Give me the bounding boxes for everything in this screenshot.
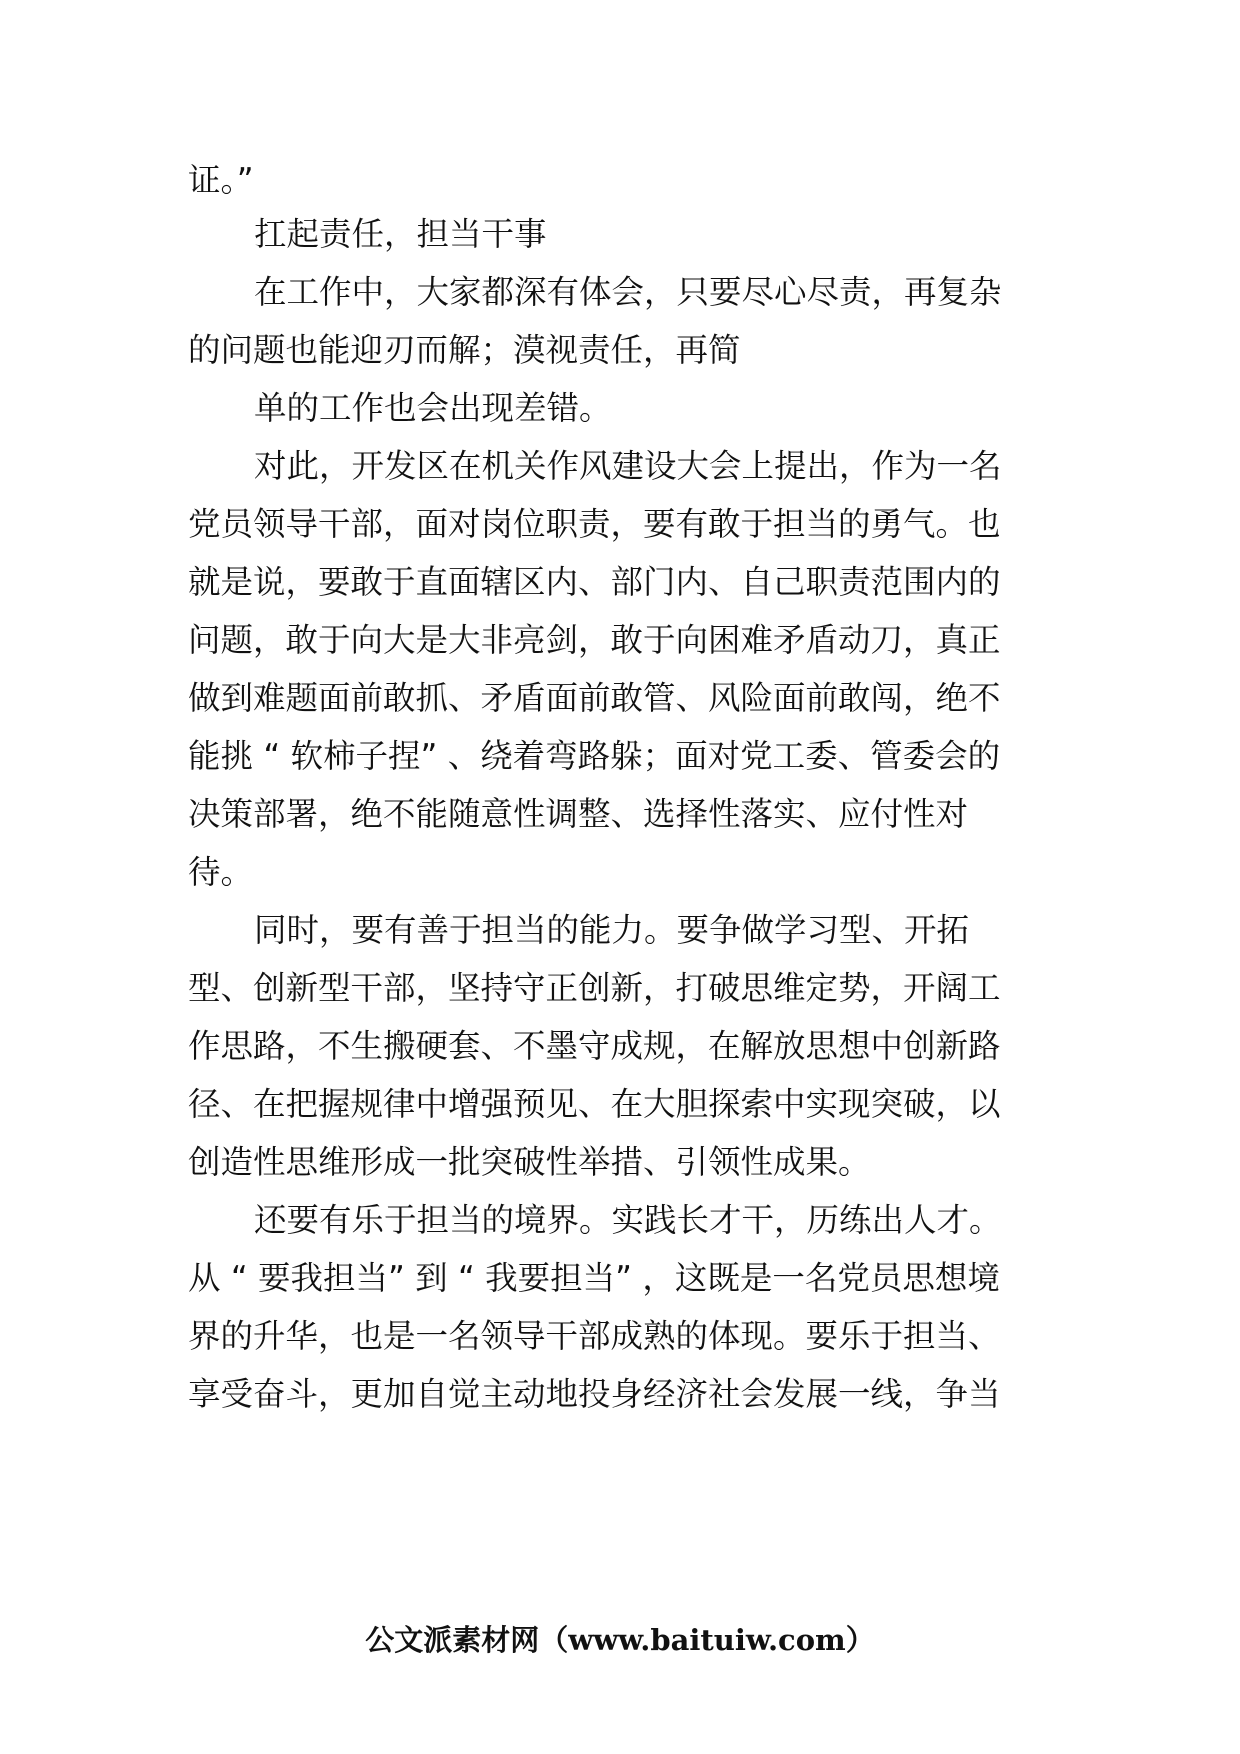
- text-line: 界的升华，也是一名领导干部成熟的体现。要乐于担当、: [188, 1317, 1001, 1355]
- text-line: 还要有乐于担当的境界。实践长才干，历练出人才。: [254, 1201, 1002, 1239]
- text-line: 对此，开发区在机关作风建设大会上提出，作为一名: [254, 447, 1002, 485]
- text-line: 做到难题面前敢抓、矛盾面前敢管、风险面前敢闯，绝不: [188, 679, 1001, 717]
- text-line: 型、创新型干部，坚持守正创新，打破思维定势，开阔工: [188, 969, 1001, 1007]
- text-line: 创造性思维形成一批突破性举措、引领性成果。: [188, 1143, 871, 1181]
- text-line: 单的工作也会出现差错。: [254, 389, 612, 427]
- text-line: 能挑 “ 软柿子捏” 、绕着弯路躲；面对党工委、管委会的: [188, 737, 1001, 775]
- text-line: 党员领导干部，面对岗位职责，要有敢于担当的勇气。也: [188, 505, 1001, 543]
- text-line: 就是说，要敢于直面辖区内、部门内、自己职责范围内的: [188, 563, 1001, 601]
- text-line: 决策部署，绝不能随意性调整、选择性落实、应付性对: [188, 795, 969, 833]
- text-line: 的问题也能迎刃而解；漠视责任，再简: [188, 331, 741, 369]
- text-line: 作思路，不生搬硬套、不墨守成规，在解放思想中创新路: [188, 1027, 1001, 1065]
- footer-watermark: 公文派素材网（www.baituiw.com）: [365, 1623, 875, 1657]
- section-heading: 扛起责任，担当干事: [254, 215, 547, 253]
- text-line: 径、在把握规律中增强预见、在大胆探索中实现突破，以: [188, 1085, 1001, 1123]
- text-line: 待。: [188, 853, 254, 891]
- text-line: 享受奋斗，更加自觉主动地投身经济社会发展一线，争当: [188, 1375, 1001, 1413]
- text-line: 在工作中，大家都深有体会，只要尽心尽责，再复杂: [254, 273, 1002, 311]
- text-line: 从 “ 要我担当” 到 “ 我要担当” ，这既是一名党员思想境: [188, 1259, 1000, 1297]
- text-line: 同时，要有善于担当的能力。要争做学习型、开拓: [254, 911, 970, 949]
- text-line: 证。”: [188, 161, 254, 199]
- text-line: 问题，敢于向大是大非亮剑，敢于向困难矛盾动刀，真正: [188, 621, 1001, 659]
